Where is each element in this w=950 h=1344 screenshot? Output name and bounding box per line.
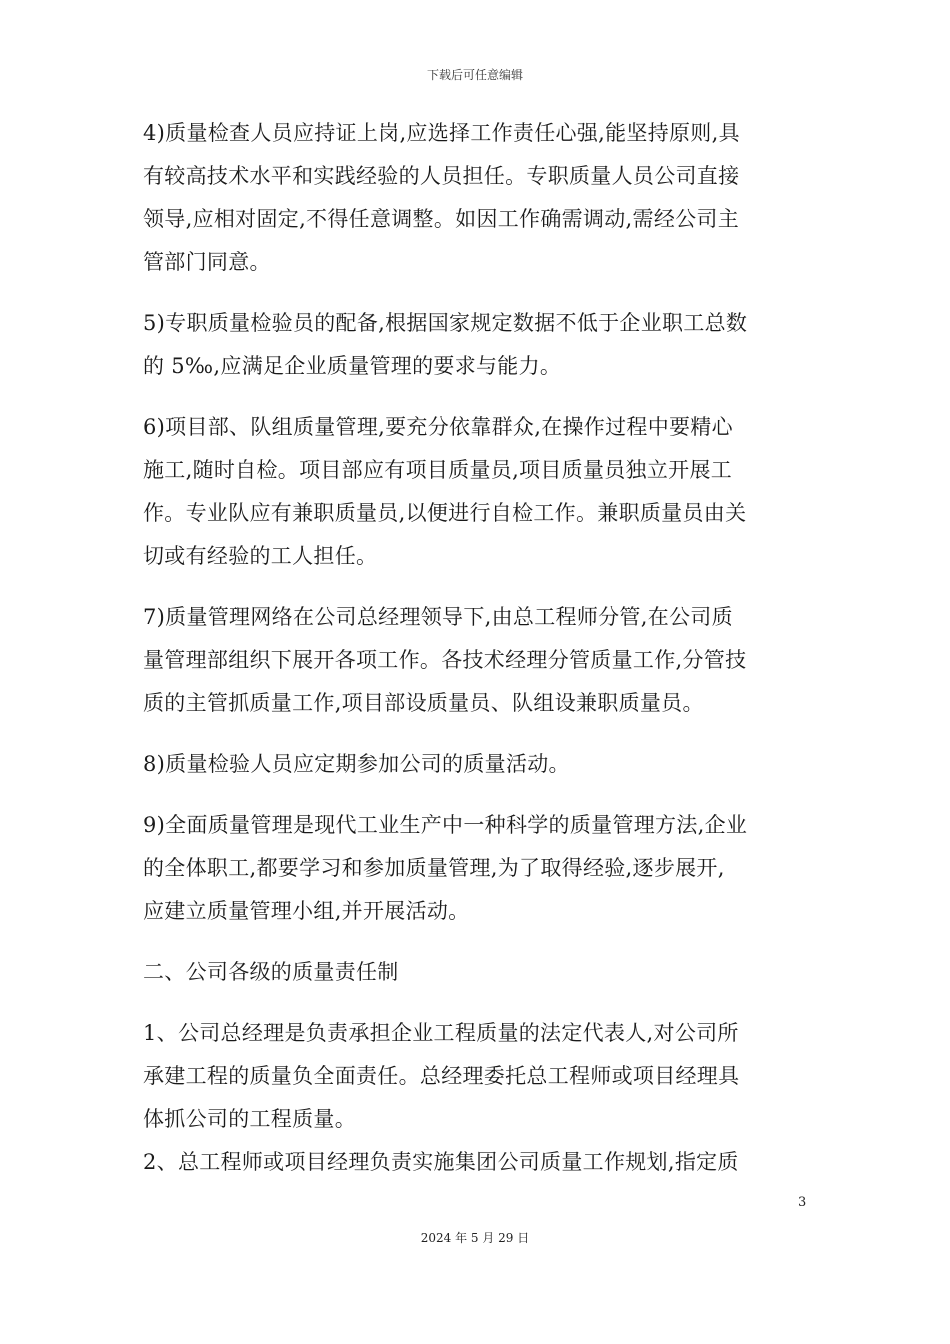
- text-line: 8)质量检验人员应定期参加公司的质量活动。: [143, 752, 570, 776]
- paragraph-item-9: [143, 804, 807, 933]
- section-heading: [143, 951, 807, 994]
- text-line: 管部门同意。: [143, 250, 271, 274]
- page-footer-date: 2024 年 5 月 29 日: [420, 1231, 530, 1245]
- text-line: 量管理部组织下展开各项工作。各技术经理分管质量工作,分管技: [143, 648, 747, 672]
- document-body: [143, 112, 807, 1202]
- text-line: 9)全面质量管理是现代工业生产中一种科学的质量管理方法,企业: [143, 813, 748, 837]
- text-line: 的全体职工,都要学习和参加质量管理,为了取得经验,逐步展开,: [143, 856, 725, 880]
- text-line: 质的主管抓质量工作,项目部设质量员、队组设兼职质量员。: [143, 691, 704, 715]
- text-line: 有较高技术水平和实践经验的人员担任。专职质量人员公司直接: [143, 164, 740, 188]
- text-line: 7)质量管理网络在公司总经理领导下,由总工程师分管,在公司质: [143, 605, 733, 629]
- paragraph-item-7: [143, 596, 807, 725]
- text-line: 6)项目部、队组质量管理,要充分依靠群众,在操作过程中要精心: [143, 415, 733, 439]
- text-line: 施工,随时自检。项目部应有项目质量员,项目质量员独立开展工: [143, 458, 733, 482]
- paragraph-responsibility: [143, 1012, 807, 1184]
- paragraph-item-4: [143, 112, 807, 284]
- text-line: 的 5‰,应满足企业质量管理的要求与能力。: [143, 354, 562, 378]
- paragraph-item-5: [143, 302, 807, 388]
- text-line: 5)专职质量检验员的配备,根据国家规定数据不低于企业职工总数: [143, 311, 748, 335]
- text-line: 1、公司总经理是负责承担企业工程质量的法定代表人,对公司所: [143, 1021, 739, 1045]
- page-number: 3: [798, 1195, 807, 1210]
- text-line: 2、总工程师或项目经理负责实施集团公司质量工作规划,指定质: [143, 1150, 739, 1174]
- text-line: 体抓公司的工程质量。: [143, 1107, 356, 1131]
- text-line: 承建工程的质量负全面责任。总经理委托总工程师或项目经理具: [143, 1064, 740, 1088]
- page-header: 下载后可任意编辑: [426, 68, 523, 82]
- text-line: 4)质量检查人员应持证上岗,应选择工作责任心强,能坚持原则,具: [143, 121, 740, 145]
- text-line: 切或有经验的工人担任。: [143, 544, 378, 568]
- paragraph-item-8: [143, 743, 807, 786]
- paragraph-item-6: [143, 406, 807, 578]
- text-line: 作。专业队应有兼职质量员,以便进行自检工作。兼职质量员由关: [143, 501, 747, 525]
- text-line: 领导,应相对固定,不得任意调整。如因工作确需调动,需经公司主: [143, 207, 740, 231]
- text-line: 二、公司各级的质量责任制: [143, 960, 399, 984]
- text-line: 应建立质量管理小组,并开展活动。: [143, 899, 470, 923]
